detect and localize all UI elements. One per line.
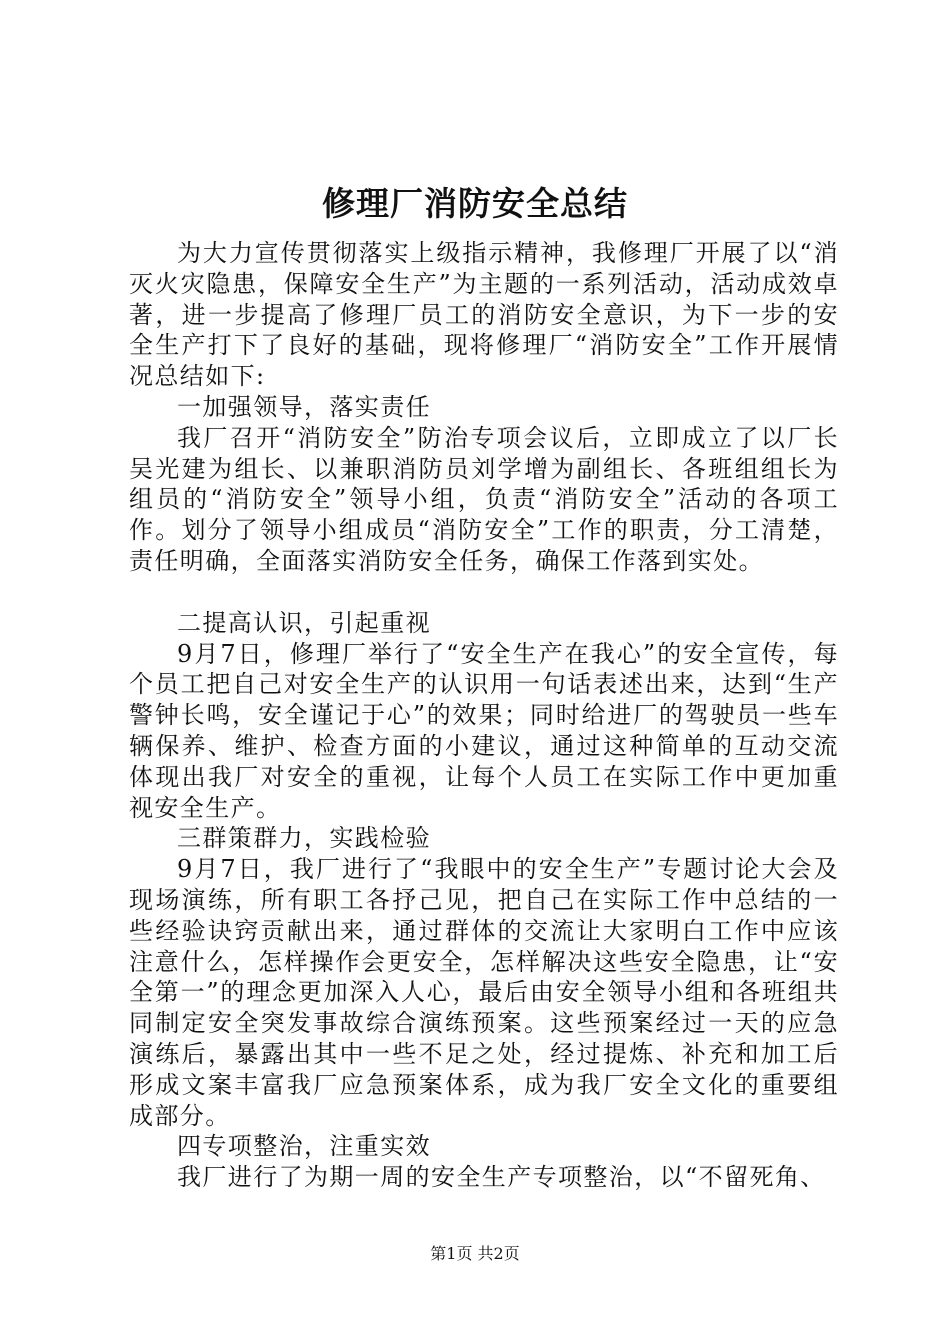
section-paragraph-2: 9月7日，修理厂举行了“安全生产在我心”的安全宣传，每个员工把自己对安全生产的认识用一句话表述出来，达到“生产警钟长鸣，安全谨记于心”的效果；同时给进厂的驾驶员一些车辆保养、维护、检查方面的小建议，通过这种简单的互动交流体现出我厂对安全的重视，让每个人员工在实际工作中更加重视安全生产。 — [129, 639, 839, 822]
document-title: 修理厂消防安全总结 — [322, 184, 628, 223]
section-heading-3: 三群策群力，实践检验 — [177, 824, 431, 853]
section-paragraph-3: 9月7日，我厂进行了“我眼中的安全生产”专题讨论大会及现场演练，所有职工各抒己见，把自己在实际工作中总结的一些经验诀窍贡献出来，通过群体的交流让大家明白工作中应该注意什么，怎样操作会更安全，怎样解决这些安全隐患，让“安全第一”的理念更加深入人心，最后由安全领导小组和各班组共同制定安全突发事故综合演练预案。这些预案经过一天的应急演练后，暴露出其中一些不足之处，经过提炼、补充和加工后形成文案丰富我厂应急预案体系，成为我厂安全文化的重要组成部分。 — [129, 855, 839, 1130]
section-heading-2: 二提高认识，引起重视 — [177, 608, 431, 637]
section-heading-1: 一加强领导，落实责任 — [177, 392, 431, 421]
section-paragraph-4: 我厂进行了为期一周的安全生产专项整治，以“不留死角、 — [177, 1163, 826, 1192]
page-footer: 第1页 共2页 — [430, 1244, 520, 1263]
section-heading-4: 四专项整治，注重实效 — [177, 1132, 431, 1161]
intro-paragraph: 为大力宣传贯彻落实上级指示精神，我修理厂开展了以“消灭火灾隐患，保障安全生产”为主题的一系列活动，活动成效卓著，进一步提高了修理厂员工的消防安全意识，为下一步的安全生产打下了良好的基础，现将修理厂“消防安全”工作开展情况总结如下: — [129, 239, 839, 391]
document-body — [129, 238, 839, 1193]
section-paragraph-1: 我厂召开“消防安全”防治专项会议后，立即成立了以厂长吴光建为组长、以兼职消防员刘学增为副组长、各班组组长为组员的“消防安全”领导小组，负责“消防安全”活动的各项工作。划分了领导小组成员“消防安全”工作的职责，分工清楚，责任明确，全面落实消防安全任务，确保工作落到实处。 — [129, 423, 839, 575]
